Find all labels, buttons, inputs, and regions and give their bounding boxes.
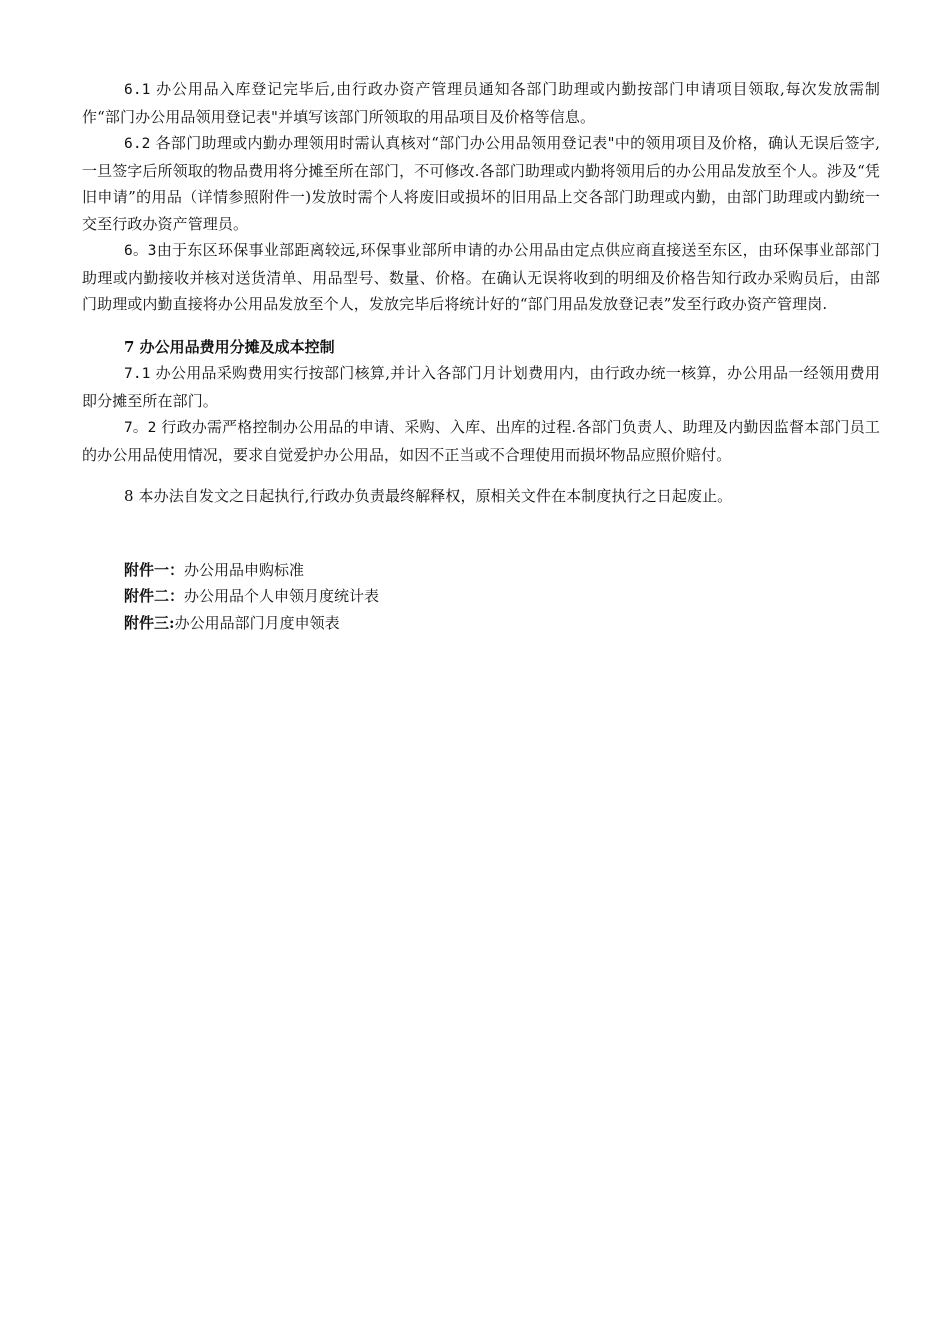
- clause-number: 7.1: [124, 366, 151, 382]
- clause-text: 办公用品入库登记完毕后,由行政办资产管理员通知各部门助理或内勤按部门申请项目领取,每次发放需制作“部门办公用品领用登记表"并填写该部门所领取的用品项目及价格等信息。: [82, 80, 880, 126]
- section-8-text: 8 本办法自发文之日起执行,行政办负责最终解释权，原相关文件在本制度执行之日起废止。: [124, 487, 733, 505]
- clause-text: 行政办需严格控制办公用品的申请、采购、入库、出库的过程.各部门负责人、助理及内勤因监督本部门员工的办公用品使用情况，要求自觉爱护办公用品，如因不正当或不合理使用而损坏物品应照价赔付。: [82, 418, 880, 464]
- clause-number: 6.2: [124, 136, 151, 152]
- section-7-heading: 7 办公用品费用分摊及成本控制: [124, 337, 335, 356]
- attachment-separator: ：: [169, 560, 185, 579]
- paragraph-6-1: [82, 76, 880, 130]
- attachment-label: 附件一: [124, 560, 170, 579]
- attachment-label: 附件二: [124, 587, 170, 605]
- attachment-title: 办公用品申购标准: [184, 560, 305, 579]
- attachment-title: 办公用品部门月度申领表: [174, 613, 340, 632]
- spacer: [82, 468, 880, 483]
- attachment-label: 附件三: [124, 613, 170, 632]
- paragraph-6-2: [82, 130, 880, 237]
- attachment-2: [82, 583, 880, 610]
- paragraph-7-1: [82, 360, 880, 414]
- clause-number: 6.1: [124, 82, 151, 98]
- spacer: [82, 510, 880, 557]
- attachment-separator: :: [169, 613, 175, 632]
- attachment-1: [82, 557, 880, 584]
- clause-text: 由于东区环保事业部距离较远,环保事业部所申请的办公用品由定点供应商直接送至东区，由环保事业部部门助理或内勤接收并核对送货清单、用品型号、数量、价格。在确认无误将收到的明细及价格告知行政办采购员后，由部门助理或内勤直接将办公用品发放至个人，发放完毕后将统计好的“部门用品发放登记表”发至行政办资产管理岗.: [82, 241, 881, 313]
- paragraph-6-3: [82, 237, 880, 318]
- spacer: [82, 318, 880, 334]
- clause-text: 办公用品采购费用实行按部门核算,并计入各部门月计划费用内，由行政办统一核算，办公用品一经领用费用即分摊至所在部门。: [82, 364, 880, 410]
- document-body: [82, 76, 880, 636]
- paragraph-7-2: [82, 414, 880, 468]
- attachment-title: 办公用品个人申领月度统计表: [184, 587, 380, 605]
- clause-text: 各部门助理或内勤办理领用时需认真核对“部门办公用品领用登记表"中的领用项目及价格，确认无误后签字,一旦签字后所领取的物品费用将分摊至所在部门，不可修改.各部门助理或内勤将领用后的办公用品发放至个人。涉及“凭旧申请”的用品（详情参照附件一)发放时需个人将废旧或损坏的旧用品上交各部门助理或内勤，由部门助理或内勤统一交至行政办资产管理员。: [82, 134, 880, 233]
- attachment-3: [82, 610, 880, 637]
- clause-number: 6。3: [124, 243, 157, 259]
- clause-number: 7。2: [124, 420, 157, 436]
- attachment-separator: ：: [169, 587, 185, 605]
